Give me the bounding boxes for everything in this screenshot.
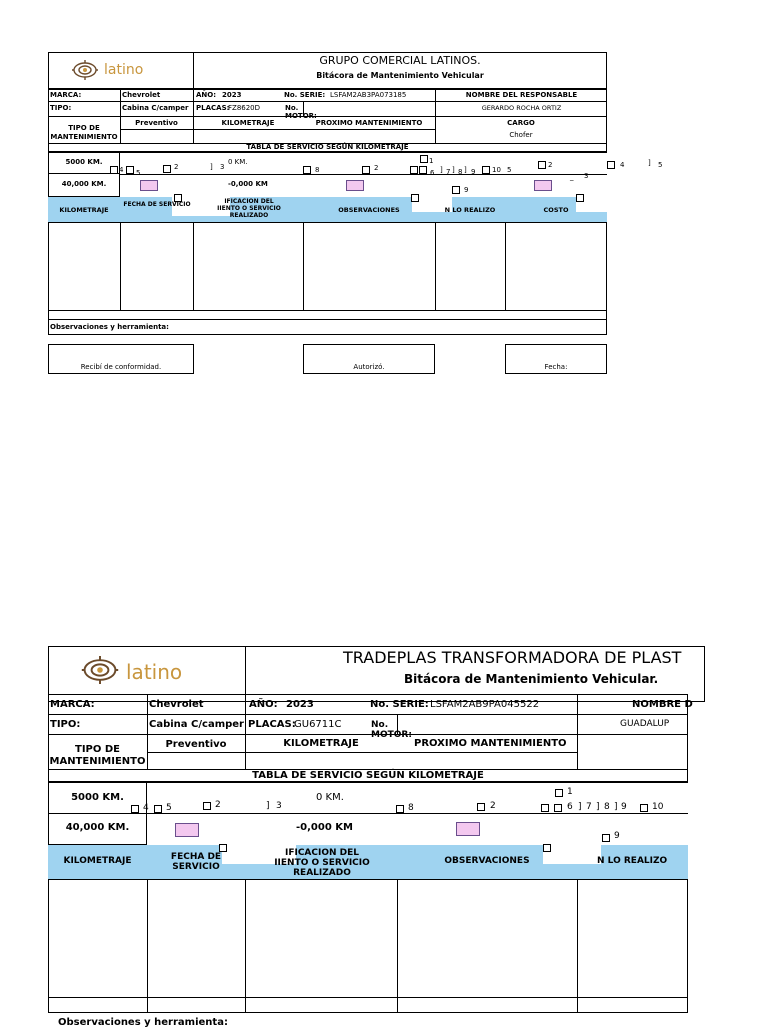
- placas-value: FZ8620D: [228, 104, 261, 112]
- col-kilometraje: KILOMETRAJE: [59, 206, 109, 214]
- serie-label: No. SERIE:: [370, 699, 429, 710]
- checkbox-number: 1: [429, 157, 434, 165]
- service-checkbox[interactable]: [410, 166, 418, 174]
- col-observaciones: OBSERVACIONES: [338, 206, 400, 214]
- service-checkbox[interactable]: [538, 161, 546, 169]
- responsable-value: GERARDO ROCHA ORTIZ: [481, 104, 562, 112]
- serie-value: LSFAM2AB9PA045522: [430, 699, 540, 710]
- checkbox-number: 10: [652, 802, 664, 812]
- service-checkbox[interactable]: [576, 194, 584, 202]
- company-name: GRUPO COMERCIAL LATINOS.: [319, 54, 481, 67]
- anio-value: 2023: [222, 91, 242, 99]
- motor-label: No. MOTOR:: [371, 720, 412, 740]
- checkbox-number: 5: [136, 169, 141, 177]
- checkbox-number: 8: [408, 803, 414, 813]
- marca-value: Chevrolet: [122, 91, 161, 99]
- service-checkbox[interactable]: [477, 803, 485, 811]
- checkbox-number: 6: [567, 802, 573, 812]
- embedded-image-icon: [346, 180, 364, 191]
- checkbox-number: 4: [143, 803, 149, 813]
- service-checkbox[interactable]: [640, 804, 648, 812]
- observaciones-label: Observaciones y herramienta:: [50, 323, 169, 331]
- marca-label: MARCA:: [50, 699, 95, 710]
- service-table-body: [48, 222, 607, 320]
- col-fecha: FECHA DE SERVICIO: [170, 852, 222, 872]
- checkbox-number: 8: [458, 168, 463, 176]
- service-table-body: [48, 879, 688, 1013]
- embedded-image-icon: [456, 822, 480, 836]
- col-costo: COSTO: [543, 206, 569, 214]
- service-checkbox[interactable]: [419, 166, 427, 174]
- service-checkbox[interactable]: [420, 155, 428, 163]
- anio-label: AÑO:: [196, 91, 217, 99]
- cargo-value: Chofer: [509, 131, 533, 139]
- company-name: TRADEPLAS TRANSFORMADORA DE PLAST: [343, 648, 682, 667]
- checkbox-number: 5: [658, 161, 663, 169]
- checkbox-number: 7: [446, 168, 451, 176]
- service-checkbox[interactable]: [219, 844, 227, 852]
- km-fragment-2: -0,000 KM: [228, 180, 268, 188]
- cargo-label: CARGO: [507, 119, 535, 127]
- checkbox-number: 4: [119, 166, 124, 174]
- checkbox-number: 9: [464, 186, 469, 194]
- service-checkbox[interactable]: [555, 789, 563, 797]
- checkbox-number: 2: [490, 801, 496, 811]
- tipo-mant-value: Preventivo: [165, 739, 227, 750]
- checkbox-number: 7: [586, 802, 592, 812]
- checkbox-number: 2: [374, 164, 379, 172]
- checkbox-number: 1: [567, 787, 573, 797]
- kilometraje-label: KILOMETRAJE: [221, 119, 275, 127]
- service-checkbox[interactable]: [110, 166, 118, 174]
- service-checkbox[interactable]: [163, 165, 171, 173]
- km-5000: 5000 KM.: [65, 158, 103, 166]
- tabla-title: TABLA DE SERVICIO SEGÚN KILOMETRAJE: [252, 770, 484, 781]
- checkbox-number: 2: [548, 161, 553, 169]
- tabla-title: TABLA DE SERVICIO SEGÚN KILOMETRAJE: [246, 143, 409, 151]
- checkbox-number: 8: [604, 802, 610, 812]
- tipo-value: Cabina C/camper: [149, 719, 244, 730]
- recibi-label: Recibí de conformidad.: [80, 363, 162, 371]
- service-checkbox[interactable]: [607, 161, 615, 169]
- checkbox-number: 2: [174, 163, 179, 171]
- proximo-label: PROXIMO MANTENIMIENTO: [315, 119, 423, 127]
- serie-value: LSFAM2AB3PA073185: [330, 91, 407, 99]
- checkbox-number: 5: [166, 803, 172, 813]
- logo-icon: [72, 60, 98, 84]
- service-checkbox[interactable]: [362, 166, 370, 174]
- embedded-image-icon: [175, 823, 199, 837]
- col-kilometraje: KILOMETRAJE: [63, 856, 132, 866]
- col-especificacion: IFICACION DEL IIENTO O SERVICIO REALIZADO: [217, 198, 281, 219]
- checkbox-number: 10: [492, 166, 501, 174]
- checkbox-number: 8: [315, 166, 320, 174]
- checkbox-number: 9: [471, 168, 476, 176]
- serie-label: No. SERIE:: [284, 91, 326, 99]
- km-fragment-1: 0 KM.: [316, 792, 344, 803]
- checkbox-number: 4: [620, 161, 625, 169]
- tipo-mant-label: TIPO DE MANTENIMIENTO: [50, 124, 118, 141]
- placas-label: PLACAS:: [248, 719, 296, 730]
- checkbox-number: 2: [215, 800, 221, 810]
- tipo-label: TIPO:: [50, 104, 72, 112]
- proximo-label: PROXIMO MANTENIMIENTO: [414, 738, 567, 749]
- service-checkbox[interactable]: [452, 186, 460, 194]
- observaciones-label: Observaciones y herramienta:: [58, 1017, 228, 1028]
- tipo-mant-label: TIPO DE MANTENIMIENTO: [49, 744, 146, 767]
- km-40000: 40,000 KM.: [65, 822, 130, 833]
- checkbox-number: 3: [276, 801, 282, 811]
- checkbox-number: 5: [507, 166, 512, 174]
- log-subtitle: Bitácora de Mantenimiento Vehicular.: [404, 672, 659, 686]
- checkbox-number: 6: [430, 169, 435, 177]
- responsable-value: GUADALUP: [620, 719, 670, 729]
- fecha-label: Fecha:: [544, 363, 568, 371]
- marca-value: Chevrolet: [149, 699, 204, 710]
- embedded-image-icon: [140, 180, 158, 191]
- col-especificacion: IFICACION DEL IIENTO O SERVICIO REALIZADO: [274, 848, 370, 878]
- service-checkbox[interactable]: [303, 166, 311, 174]
- service-checkbox[interactable]: [411, 194, 419, 202]
- maintenance-log-2: latino TRADEPLAS TRANSFORMADORA DE PLAST Bitácora de Mantenimiento Vehicular. MARCA: Chevrolet AÑO: 2023 No. SERIE: LSFAM2AB9PA045522 NOMBRE D TIPO: Cabina C/camper PLACAS: GU6711C No. MOTOR: GUADALUP TIPO DE MANTENIMIENTO Preventivo KILOMETRAJE PROXIMO MANTENIMIENTO TABLA DE SERVICIO SEGÚN KILOMETRAJE 5000 KM. 40,000 KM. 0 KM. -0,000 KM 4 5 2 ] 3 8 2 1 6 ] 7 ] 8 ] 9 10 9 KILOMETRAJE FECHA DE SERVICIO IFICACION DEL IIENTO O SERVICIO REALIZADO OBSERVACIONES N LO REALIZO Observaciones y herramienta:: [0, 640, 674, 1024]
- checkbox-number: 3: [584, 172, 589, 180]
- placas-label: PLACAS:: [196, 104, 230, 112]
- checkbox-number: 9: [621, 802, 627, 812]
- checkbox-number: 9: [614, 831, 620, 841]
- anio-label: AÑO:: [249, 699, 278, 710]
- checkbox-number: 3: [220, 163, 225, 171]
- responsable-label: NOMBRE D: [632, 699, 693, 710]
- col-fecha: FECHA DE SERVICIO: [123, 201, 191, 208]
- logo-text: latino: [126, 660, 183, 684]
- marca-label: MARCA:: [50, 91, 82, 99]
- service-checkbox[interactable]: [203, 802, 211, 810]
- km-40000: 40,000 KM.: [61, 180, 107, 188]
- log-subtitle: Bitácora de Mantenimiento Vehicular: [316, 71, 484, 80]
- service-checkbox[interactable]: [602, 834, 610, 842]
- tipo-label: TIPO:: [50, 719, 81, 730]
- col-quien: N LO REALIZO: [597, 856, 668, 866]
- km-fragment-2: -0,000 KM: [296, 822, 353, 833]
- service-checkbox[interactable]: [131, 805, 139, 813]
- embedded-image-icon: [534, 180, 552, 191]
- service-checkbox[interactable]: [126, 166, 134, 174]
- km-fragment-1: 0 KM.: [228, 158, 248, 166]
- col-quien: N LO REALIZO: [444, 206, 496, 214]
- col-observaciones: OBSERVACIONES: [444, 856, 530, 866]
- logo-text: latino: [104, 62, 144, 78]
- autorizo-label: Autorizó.: [353, 363, 385, 371]
- logo-icon: [80, 656, 120, 688]
- service-checkbox[interactable]: [543, 844, 551, 852]
- responsable-label: NOMBRE DEL RESPONSABLE: [465, 91, 578, 99]
- motor-label: No. MOTOR:: [285, 104, 317, 120]
- service-checkbox[interactable]: [482, 166, 490, 174]
- anio-value: 2023: [286, 699, 314, 710]
- service-checkbox[interactable]: [541, 804, 549, 812]
- tipo-value: Cabina C/camper: [122, 104, 189, 112]
- service-checkbox[interactable]: [396, 805, 404, 813]
- kilometraje-label: KILOMETRAJE: [283, 738, 359, 749]
- service-checkbox[interactable]: [154, 805, 162, 813]
- tipo-mant-value: Preventivo: [135, 119, 178, 127]
- km-5000: 5000 KM.: [71, 792, 124, 803]
- placas-value: GU6711C: [294, 719, 342, 730]
- service-checkbox[interactable]: [554, 804, 562, 812]
